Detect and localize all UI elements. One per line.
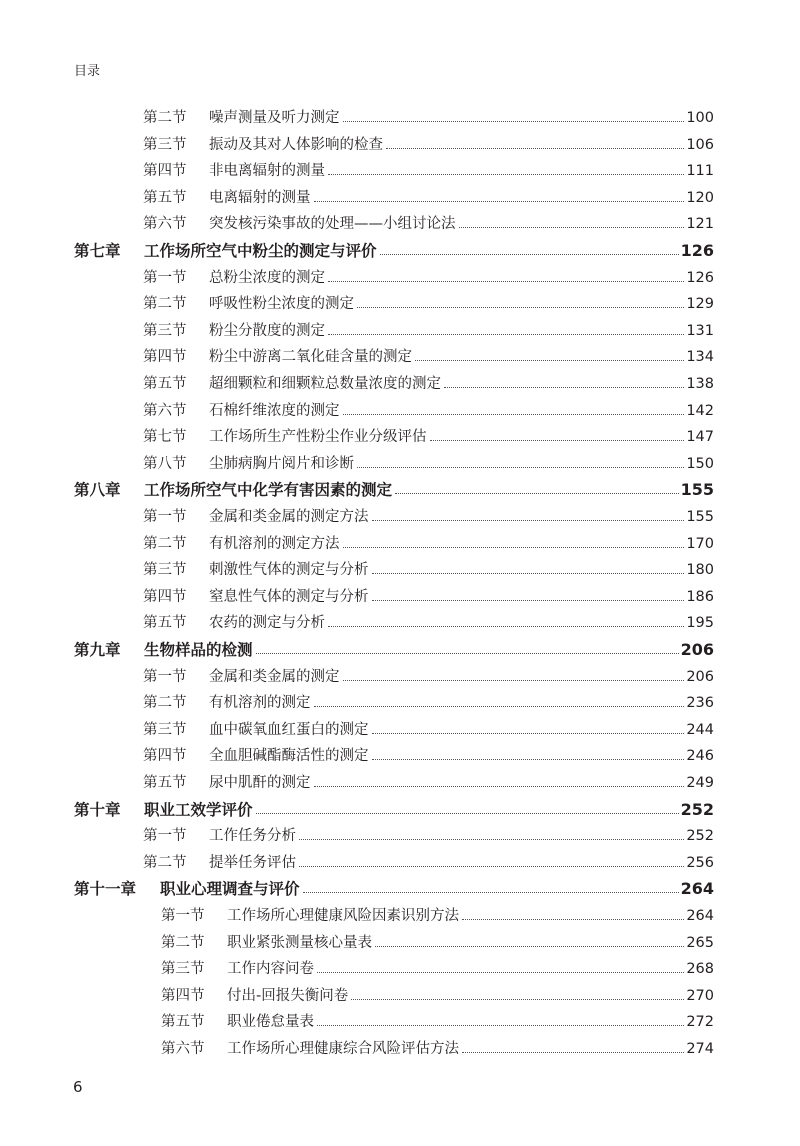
page-ref: 155 — [680, 480, 714, 500]
toc-section-row — [0, 504, 800, 530]
toc-section-row — [0, 557, 800, 583]
page-ref: 126 — [680, 241, 714, 260]
section-title: 电离辐射的测量 — [209, 189, 311, 206]
section-number: 第二节 — [161, 934, 205, 951]
chapter-title: 职业心理调查与评价 — [160, 880, 300, 899]
page-ref: 131 — [686, 322, 714, 339]
toc-section-row — [0, 743, 800, 769]
section-title: 非电离辐射的测量 — [209, 163, 325, 180]
section-title: 有机溶剂的测定方法 — [209, 535, 340, 552]
section-number: 第三节 — [143, 322, 187, 339]
page-ref: 106 — [686, 136, 714, 153]
section-title: 噪声测量及听力测定 — [209, 110, 340, 126]
toc-chapter-row — [0, 477, 800, 503]
toc-section-row — [0, 105, 800, 131]
section-number: 第四节 — [143, 163, 187, 180]
section-title: 金属和类金属的测定 — [209, 668, 340, 685]
section-title: 粉尘分散度的测定 — [209, 322, 325, 339]
dot-leader — [415, 360, 684, 361]
dot-leader — [372, 573, 684, 574]
page-ref: 142 — [686, 402, 714, 419]
section-title: 粉尘中游离二氧化硅含量的测定 — [209, 349, 412, 366]
chapter-number: 第八章 — [74, 481, 121, 500]
toc-section-row — [0, 903, 800, 929]
toc-section-row — [0, 132, 800, 158]
page-ref: 236 — [686, 695, 714, 712]
dot-leader — [351, 999, 684, 1000]
page-ref: 186 — [686, 588, 714, 605]
dot-leader — [328, 334, 684, 335]
section-number: 第四节 — [143, 349, 187, 366]
page-ref: 111 — [686, 163, 714, 180]
dot-leader — [303, 892, 679, 893]
dot-leader — [256, 653, 679, 654]
section-number: 第一节 — [143, 269, 187, 286]
toc-section-row — [0, 424, 800, 450]
toc-section-row — [0, 717, 800, 743]
section-number: 第五节 — [143, 615, 187, 632]
toc-section-row — [0, 318, 800, 344]
section-number: 第五节 — [143, 376, 187, 392]
dot-leader — [343, 547, 684, 548]
page-ref: 170 — [686, 535, 714, 552]
section-title: 职业倦怠量表 — [227, 1014, 314, 1031]
dot-leader — [375, 946, 684, 947]
page-ref: 264 — [686, 908, 714, 924]
page-ref: 268 — [686, 961, 714, 978]
toc-section-row — [0, 185, 800, 211]
dot-leader — [462, 919, 684, 920]
section-title: 尘肺病胸片阅片和诊断 — [209, 455, 354, 472]
section-title: 提举任务评估 — [209, 854, 296, 871]
toc-section-row — [0, 610, 800, 636]
dot-leader — [357, 467, 684, 468]
dot-leader — [328, 281, 684, 282]
section-title: 工作场所心理健康综合风险评估方法 — [227, 1041, 459, 1057]
page-ref: 206 — [686, 668, 714, 685]
section-number: 第五节 — [143, 189, 187, 206]
page-ref: 274 — [686, 1041, 714, 1057]
section-title: 窒息性气体的测定与分析 — [209, 588, 369, 605]
toc-section-row — [0, 930, 800, 956]
dot-leader — [317, 1025, 684, 1026]
page-ref: 270 — [686, 987, 714, 1004]
section-title: 血中碳氧血红蛋白的测定 — [209, 721, 369, 738]
dot-leader — [328, 174, 684, 175]
section-title: 全血胆碱酯酶活性的测定 — [209, 748, 369, 765]
section-number: 第八节 — [143, 455, 187, 472]
section-title: 尿中肌酐的测定 — [209, 775, 311, 791]
section-number: 第三节 — [143, 136, 187, 153]
section-number: 第四节 — [161, 987, 205, 1004]
toc-section-row — [0, 823, 800, 849]
page-ref: 180 — [686, 562, 714, 579]
page-ref: 138 — [686, 376, 714, 392]
section-number: 第一节 — [143, 509, 187, 525]
chapter-title: 生物样品的检测 — [144, 641, 253, 659]
section-number: 第三节 — [143, 721, 187, 738]
page-ref: 252 — [680, 799, 714, 819]
section-number: 第二节 — [143, 854, 187, 871]
toc-section-row — [0, 690, 800, 716]
page-ref: 100 — [686, 110, 714, 126]
section-number: 第三节 — [161, 961, 205, 978]
toc-section-row — [0, 265, 800, 291]
page-number: 6 — [73, 1078, 83, 1096]
toc-section-row — [0, 770, 800, 796]
page-ref: 244 — [686, 721, 714, 738]
dot-leader — [430, 440, 684, 441]
page-ref: 256 — [686, 854, 714, 871]
page-ref: 121 — [686, 216, 714, 233]
section-title: 有机溶剂的测定 — [209, 695, 311, 712]
section-title: 超细颗粒和细颗粒总数量浓度的测定 — [209, 376, 441, 392]
dot-leader — [328, 626, 684, 627]
section-number: 第七节 — [143, 429, 187, 446]
section-title: 突发核污染事故的处理——小组讨论法 — [209, 216, 456, 233]
section-number: 第六节 — [161, 1041, 205, 1057]
toc-section-row — [0, 956, 800, 982]
dot-leader — [343, 414, 684, 415]
toc-section-row — [0, 1036, 800, 1062]
toc-section-row — [0, 344, 800, 370]
toc-section-row — [0, 664, 800, 690]
dot-leader — [343, 680, 684, 681]
toc-section-row — [0, 1009, 800, 1035]
section-title: 石棉纤维浓度的测定 — [209, 402, 340, 419]
section-title: 工作场所生产性粉尘作业分级评估 — [209, 429, 427, 446]
toc-section-row — [0, 983, 800, 1009]
section-title: 金属和类金属的测定方法 — [209, 509, 369, 525]
dot-leader — [444, 387, 684, 388]
dot-leader — [299, 839, 684, 840]
dot-leader — [256, 813, 679, 814]
toc-section-row — [0, 211, 800, 237]
dot-leader — [343, 121, 684, 122]
section-number: 第四节 — [143, 588, 187, 605]
section-title: 工作任务分析 — [209, 828, 296, 845]
dot-leader — [372, 600, 684, 601]
chapter-number: 第七章 — [74, 242, 121, 260]
toc-section-row — [0, 158, 800, 184]
toc-section-row — [0, 451, 800, 477]
chapter-title: 职业工效学评价 — [144, 800, 253, 819]
dot-leader — [459, 227, 684, 228]
toc-section-row — [0, 371, 800, 397]
section-title: 工作内容问卷 — [227, 961, 314, 978]
dot-leader — [386, 148, 684, 149]
dot-leader — [380, 254, 679, 255]
toc-section-row — [0, 291, 800, 317]
section-number: 第五节 — [161, 1014, 205, 1031]
page-ref: 265 — [686, 934, 714, 951]
dot-leader — [372, 520, 684, 521]
page-ref: 206 — [680, 640, 714, 659]
page-ref: 134 — [686, 349, 714, 366]
page-ref: 264 — [680, 879, 714, 899]
chapter-number: 第十章 — [74, 800, 121, 819]
section-number: 第六节 — [143, 402, 187, 419]
section-title: 职业紧张测量核心量表 — [227, 934, 372, 951]
section-number: 第一节 — [143, 668, 187, 685]
dot-leader — [372, 759, 684, 760]
dot-leader — [357, 307, 684, 308]
section-title: 付出-回报失衡问卷 — [227, 987, 349, 1004]
page-ref: 155 — [686, 509, 714, 525]
section-title: 农药的测定与分析 — [209, 615, 325, 632]
section-title: 振动及其对人体影响的检查 — [209, 136, 383, 153]
dot-leader — [372, 733, 684, 734]
section-title: 刺激性气体的测定与分析 — [209, 562, 369, 579]
toc-chapter-row — [0, 876, 800, 902]
dot-leader — [317, 972, 684, 973]
section-number: 第三节 — [143, 562, 187, 579]
page-ref: 129 — [686, 296, 714, 313]
toc-section-row — [0, 850, 800, 876]
page-ref: 252 — [686, 828, 714, 845]
page-ref: 272 — [686, 1014, 714, 1031]
section-title: 总粉尘浓度的测定 — [209, 269, 325, 286]
chapter-number: 第九章 — [74, 641, 121, 659]
section-title: 工作场所心理健康风险因素识别方法 — [227, 908, 459, 924]
page-ref: 195 — [686, 615, 714, 632]
chapter-number: 第十一章 — [74, 880, 137, 899]
dot-leader — [314, 201, 684, 202]
page-ref: 246 — [686, 748, 714, 765]
dot-leader — [314, 786, 684, 787]
toc-section-row — [0, 531, 800, 557]
section-number: 第一节 — [143, 828, 187, 845]
dot-leader — [314, 706, 684, 707]
chapter-title: 工作场所空气中化学有害因素的测定 — [144, 481, 393, 500]
section-number: 第六节 — [143, 216, 187, 233]
section-number: 第一节 — [161, 908, 205, 924]
toc-chapter-row — [0, 238, 800, 264]
running-header: 目录 — [74, 64, 101, 79]
page-ref: 126 — [686, 269, 714, 286]
page-ref: 150 — [686, 455, 714, 472]
page-ref: 147 — [686, 429, 714, 446]
section-number: 第四节 — [143, 748, 187, 765]
dot-leader — [299, 866, 684, 867]
page-ref: 249 — [686, 775, 714, 791]
chapter-title: 工作场所空气中粉尘的测定与评价 — [144, 242, 377, 260]
toc-chapter-row — [0, 637, 800, 663]
section-number: 第五节 — [143, 775, 187, 791]
dot-leader — [462, 1052, 684, 1053]
section-number: 第二节 — [143, 110, 187, 126]
toc-section-row — [0, 398, 800, 424]
section-number: 第二节 — [143, 296, 187, 313]
toc-section-row — [0, 584, 800, 610]
page-ref: 120 — [686, 189, 714, 206]
dot-leader — [395, 493, 679, 494]
section-number: 第二节 — [143, 535, 187, 552]
toc-chapter-row — [0, 797, 800, 823]
section-number: 第二节 — [143, 695, 187, 712]
section-title: 呼吸性粉尘浓度的测定 — [209, 296, 354, 313]
